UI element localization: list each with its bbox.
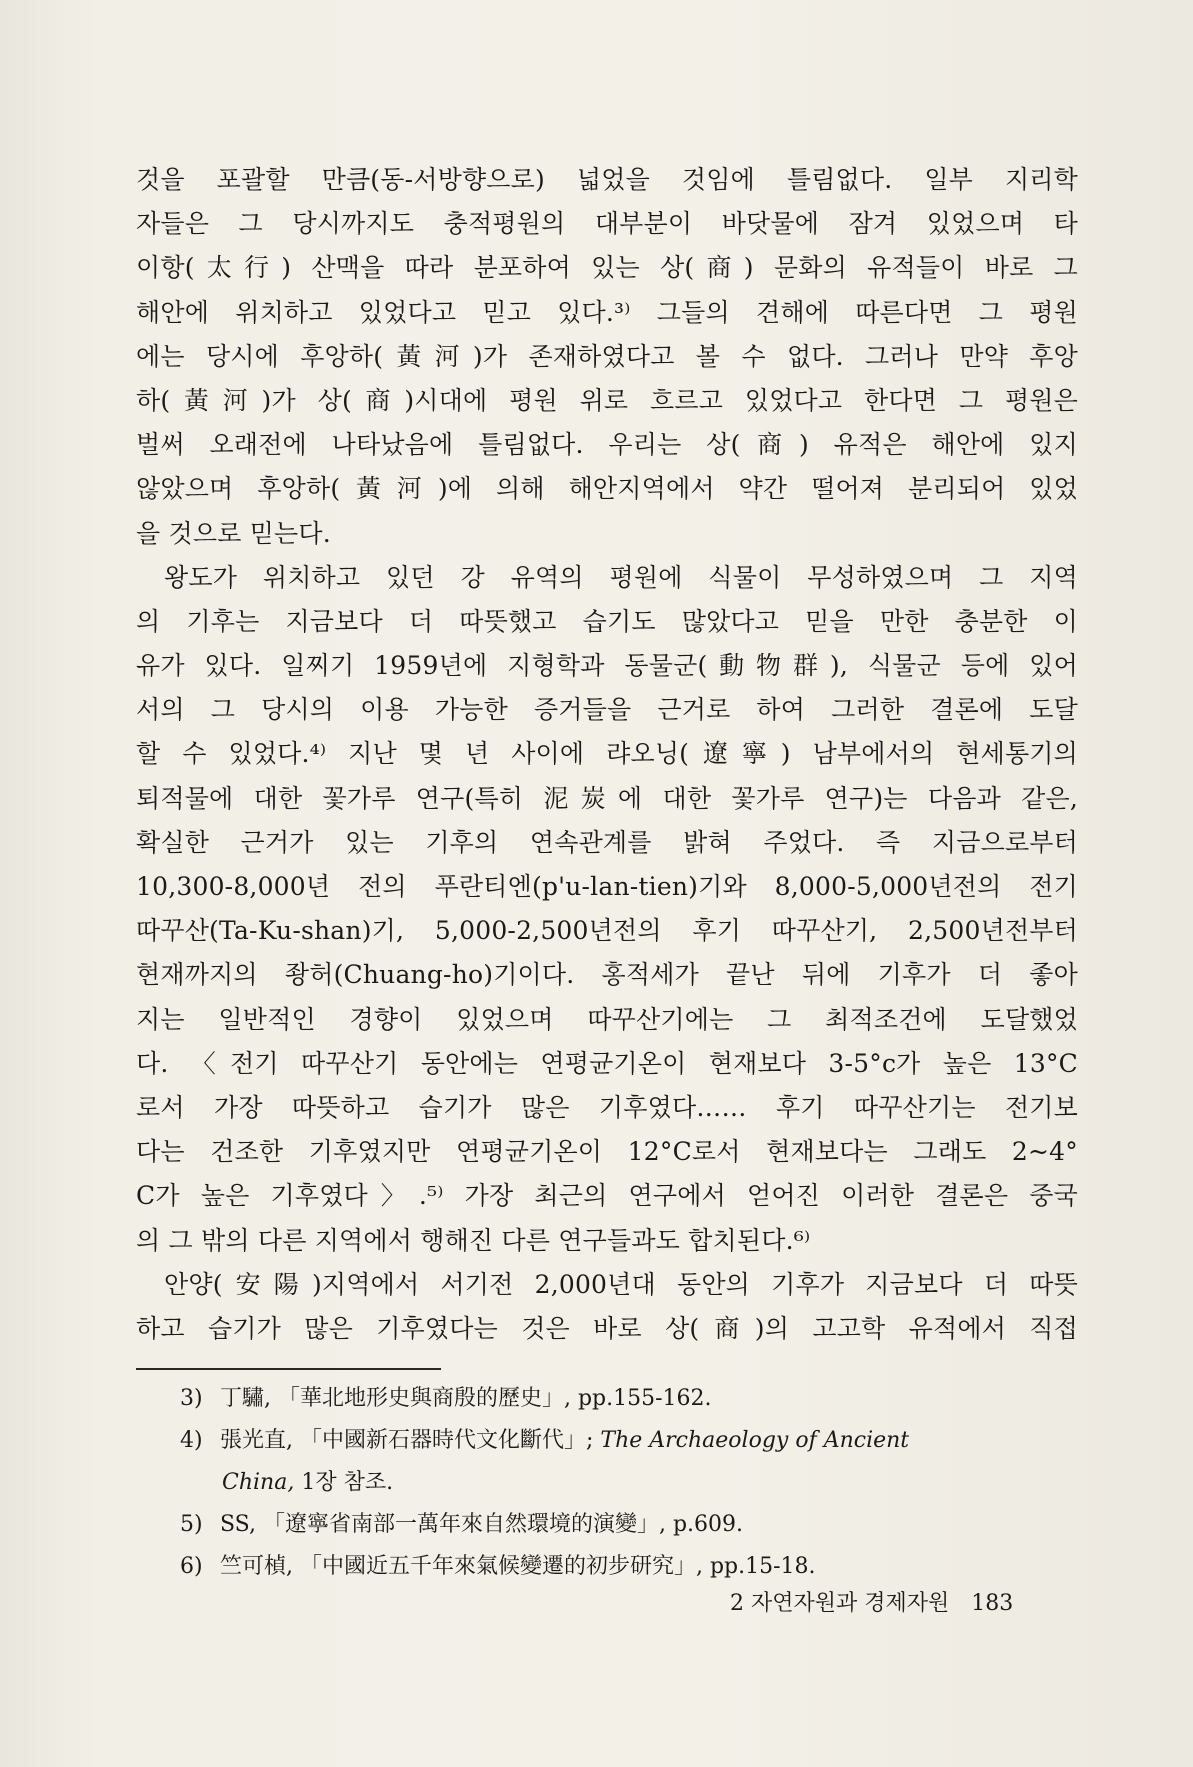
text-line: 자들은 그 당시까지도 충적평원의 대부분이 바닷물에 잠겨 있었으며 타 bbox=[136, 209, 1078, 239]
text-line: 의 기후는 지금보다 더 따뜻했고 습기도 많았다고 믿을 만한 충분한 이 bbox=[136, 606, 1078, 636]
footnote-5 bbox=[180, 1504, 1090, 1546]
text-line: 서의 그 당시의 이용 가능한 증거들을 근거로 하여 그러한 결론에 도달 bbox=[136, 695, 1078, 725]
footnote-text: 竺可楨, 「中國近五千年來氣候變遷的初步研究」, pp.15-18. bbox=[220, 1554, 816, 1579]
text-line: 퇴적물에 대한 꽃가루 연구(특히 泥炭에 대한 꽃가루 연구)는 다음과 같은, bbox=[136, 783, 1078, 813]
text-line: 것을 포괄할 만큼(동-서방향으로) 넓었을 것임에 틀림없다. 일부 지리학 bbox=[136, 165, 1078, 194]
running-footer bbox=[730, 1586, 1013, 1617]
footnote-4-continued bbox=[180, 1462, 1090, 1504]
text-line: 다는 건조한 기후였지만 연평균기온이 12°C로서 현재보다는 그래도 2~4° bbox=[136, 1137, 1078, 1167]
text-line: 의 그 밖의 다른 지역에서 행해진 다른 연구들과도 합치된다.⁶⁾ bbox=[136, 1225, 811, 1255]
text-line: 을 것으로 믿는다. bbox=[136, 518, 331, 548]
text-line: 할 수 있었다.⁴⁾ 지난 몇 년 사이에 랴오닝(遼寧) 남부에서의 현세통기의 bbox=[136, 739, 1078, 769]
footnote-book-title: The Archaeology of Ancient bbox=[600, 1428, 910, 1453]
body-text bbox=[136, 158, 1078, 1351]
footnote-4 bbox=[180, 1420, 1090, 1462]
footnote-number: 3) bbox=[180, 1386, 203, 1411]
text-line: 왕도가 위치하고 있던 강 유역의 평원에 식물이 무성하였으며 그 지역 bbox=[164, 562, 1078, 592]
text-line: 하(黃河)가 상(商)시대에 평원 위로 흐르고 있었다고 한다면 그 평원은 bbox=[136, 385, 1078, 415]
text-line: 해안에 위치하고 있었다고 믿고 있다.³⁾ 그들의 견해에 따른다면 그 평원 bbox=[136, 297, 1078, 327]
text-line: 이항(太行) 산맥을 따라 분포하여 있는 상(商) 문화의 유적들이 바로 그 bbox=[136, 253, 1078, 283]
footnotes bbox=[180, 1378, 1090, 1588]
footnote-book-title-cont: China, bbox=[222, 1470, 295, 1495]
footnote-number: 6) bbox=[180, 1554, 203, 1579]
text-line: 에는 당시에 후앙하(黃河)가 존재하였다고 볼 수 없다. 그러나 만약 후앙 bbox=[136, 341, 1078, 371]
text-line: 벌써 오래전에 나타났음에 틀림없다. 우리는 상(商) 유적은 해안에 있지 bbox=[136, 430, 1078, 460]
text-line: 유가 있다. 일찌기 1959년에 지형학과 동물군(動物群), 식물군 등에 있어 bbox=[136, 651, 1078, 681]
footnote-6 bbox=[180, 1546, 1090, 1588]
footnote-number: 4) bbox=[180, 1428, 203, 1453]
text-line: 안양(安陽)지역에서 서기전 2,000년대 동안의 기후가 지금보다 더 따뜻 bbox=[164, 1269, 1078, 1299]
text-line: 않았으며 후앙하(黃河)에 의해 해안지역에서 약간 떨어져 분리되어 있었 bbox=[136, 474, 1078, 504]
text-line: 지는 일반적인 경향이 있었으며 따꾸산기에는 그 최적조건에 도달했었 bbox=[136, 1004, 1078, 1034]
footnote-3 bbox=[180, 1378, 1090, 1420]
chapter-title: 2 자연자원과 경제자원 bbox=[730, 1591, 950, 1616]
footnote-text: SS, 「遼寧省南部一萬年來自然環境的演變」, p.609. bbox=[220, 1512, 744, 1537]
footnote-divider bbox=[136, 1368, 441, 1370]
text-line: 다. 〈전기 따꾸산기 동안에는 연평균기온이 현재보다 3-5°c가 높은 13°C bbox=[136, 1048, 1078, 1078]
footnote-text: 張光直, 「中國新石器時代文化斷代」; bbox=[220, 1428, 601, 1453]
footnote-text: 丁驌, 「華北地形史與商殷的歷史」, pp.155-162. bbox=[220, 1386, 712, 1411]
text-line: 하고 습기가 많은 기후였다는 것은 바로 상(商)의 고고학 유적에서 직접 bbox=[136, 1313, 1078, 1343]
text-line: 현재까지의 좡허(Chuang-ho)기이다. 홍적세가 끝난 뒤에 기후가 더 좋아 bbox=[136, 960, 1078, 990]
text-line: 10,300-8,000년 전의 푸란티엔(p'u-lan-tien)기와 8,000-5,000년전의 전기 bbox=[136, 872, 1078, 901]
text-line: 확실한 근거가 있는 기후의 연속관계를 밝혀 주었다. 즉 지금으로부터 bbox=[136, 827, 1078, 857]
footnote-text-cont: 1장 참조. bbox=[294, 1470, 394, 1495]
page-number: 183 bbox=[971, 1591, 1014, 1616]
text-line: C가 높은 기후였다〉.⁵⁾ 가장 최근의 연구에서 얻어진 이러한 결론은 중국 bbox=[136, 1181, 1078, 1211]
text-line: 로서 가장 따뜻하고 습기가 많은 기후였다…… 후기 따꾸산기는 전기보 bbox=[136, 1092, 1078, 1122]
footnote-number: 5) bbox=[180, 1512, 203, 1537]
text-line: 따꾸산(Ta-Ku-shan)기, 5,000-2,500년전의 후기 따꾸산기, 2,500년전부터 bbox=[136, 916, 1078, 946]
